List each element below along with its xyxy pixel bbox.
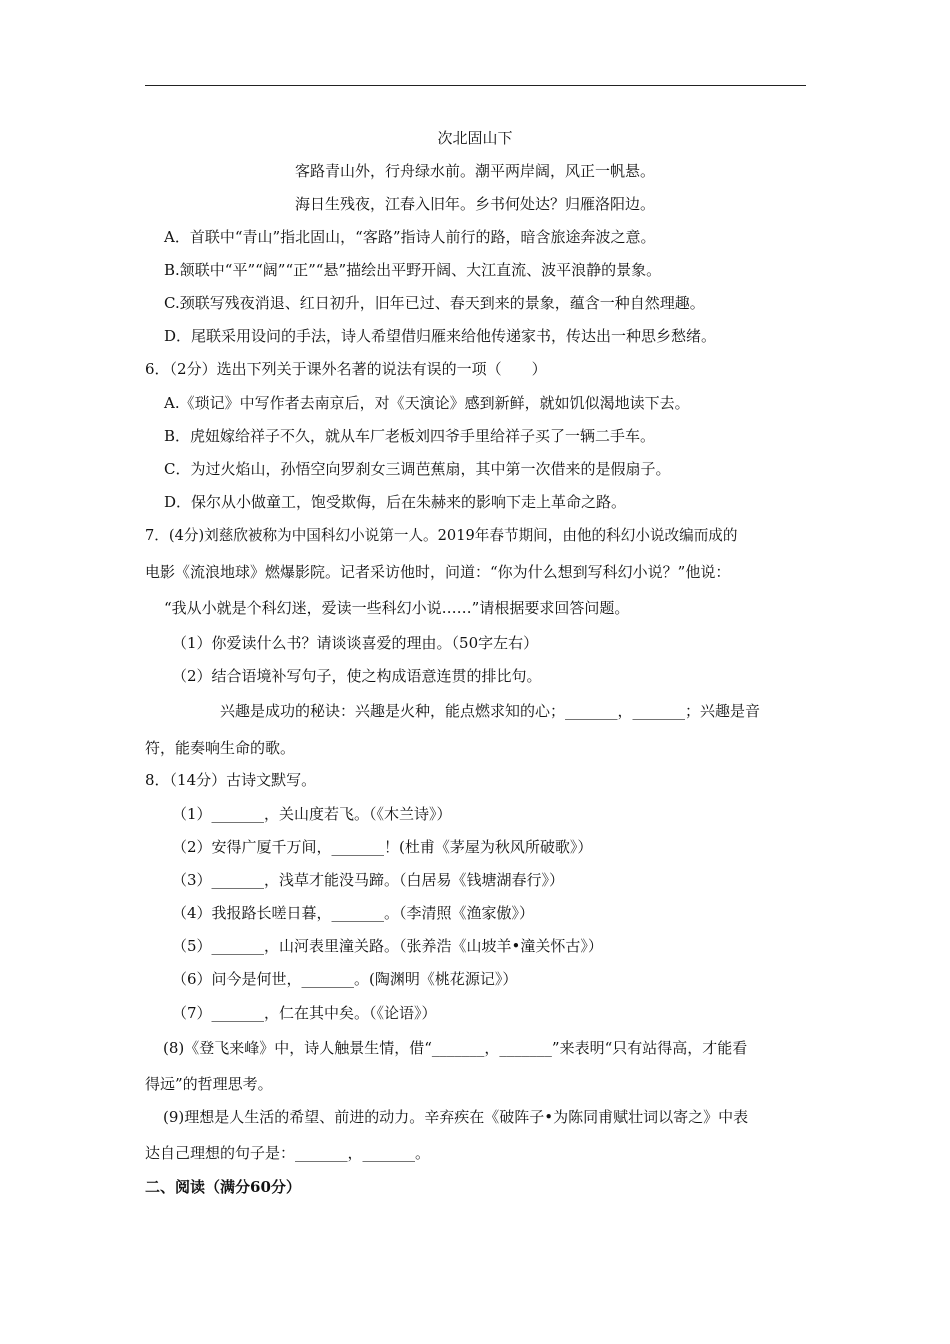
- q7-stem: “我从小就是个科幻迷，爱读一些科幻小说……”请根据要求回答问题。: [164, 599, 630, 617]
- q8-item: （1）_______，关山度若飞。（《木兰诗》）: [172, 805, 452, 823]
- q5-option-a: A．首联中“青山”指北固山，“客路”指诗人前行的路，暗含旅途奔波之意。: [164, 228, 656, 246]
- q8-item: 得远”的哲理思考。: [145, 1075, 273, 1093]
- q6-option-d: D．保尔从小做童工，饱受欺侮，后在朱赫来的影响下走上革命之路。: [164, 493, 627, 511]
- q6-option-c: C．为过火焰山，孙悟空向罗刹女三调芭蕉扇，其中第一次借来的是假扇子。: [164, 460, 671, 478]
- q5-option-c: C.颈联写残夜消退、红日初升，旧年已过、春天到来的景象，蕴含一种自然理趣。: [164, 294, 705, 312]
- q8-stem: 8．（14分）古诗文默写。: [145, 771, 317, 789]
- q6-stem: 6．（2分）选出下列关于课外名著的说法有误的一项（ ）: [145, 360, 547, 378]
- q5-option-d: D．尾联采用设问的手法，诗人希望借归雁来给他传递家书，传达出一种思乡愁绪。: [164, 327, 717, 345]
- q8-item: （5）_______，山河表里潼关路。（张养浩《山坡羊•潼关怀古》）: [172, 937, 603, 955]
- section-heading: 二、阅读（满分60分）: [145, 1178, 301, 1196]
- q8-item: (9)理想是人生活的希望、前进的动力。辛弃疾在《破阵子•为陈同甫赋壮词以寄之》中表: [163, 1108, 749, 1126]
- q7-sentence: 兴趣是成功的秘诀：兴趣是火种，能点燃求知的心；_______，_______；兴趣是音: [220, 702, 761, 720]
- q6-option-b: B．虎妞嫁给祥子不久，就从车厂老板刘四爷手里给祥子买了一辆二手车。: [164, 427, 656, 445]
- q7-stem: 电影《流浪地球》燃爆影院。记者采访他时，问道：“你为什么想到写科幻小说？”他说：: [145, 563, 731, 581]
- q6-option-a: A.《琐记》中写作者去南京后，对《天演论》感到新鲜，就如饥似渴地读下去。: [164, 394, 690, 412]
- q7-sentence: 符，能奏响生命的歌。: [145, 739, 296, 757]
- header-rule: [145, 85, 806, 86]
- q7-sub-2: （2）结合语境补写句子，使之构成语意连贯的排比句。: [172, 667, 542, 685]
- q8-item: (8)《登飞来峰》中，诗人触景生情，借“_______，_______”来表明“只有站得高，才能看: [163, 1039, 748, 1057]
- poem-line: 海日生残夜，江春入旧年。乡书何处达？归雁洛阳边。: [294, 195, 655, 213]
- q8-item: （4）我报路长嗟日暮，_______。（李清照《渔家傲》）: [172, 904, 535, 922]
- q8-item: （7）_______，仁在其中矣。（《论语》）: [172, 1004, 437, 1022]
- q7-sub-1: （1）你爱读什么书？请谈谈喜爱的理由。（50字左右）: [172, 634, 539, 652]
- q8-item: （2）安得广厦千万间，_______！(杜甫《茅屋为秋风所破歌》）: [172, 838, 593, 856]
- q7-stem: 7．(4分)刘慈欣被称为中国科幻小说第一人。2019年春节期间，由他的科幻小说改编而成的: [145, 527, 738, 544]
- poem-line: 客路青山外，行舟绿水前。潮平两岸阔，风正一帆悬。: [294, 162, 655, 180]
- q5-option-b: B.颔联中“平”“阔”“正”“悬”描绘出平野开阔、大江直流、波平浪静的景象。: [164, 261, 662, 279]
- poem-title: 次北固山下: [437, 129, 513, 147]
- q8-item: （3）_______，浅草才能没马蹄。（白居易《钱塘湖春行》）: [172, 871, 565, 889]
- q8-item: 达自己理想的句子是：_______，_______。: [145, 1144, 431, 1162]
- q8-item: （6）问今是何世，_______。(陶渊明《桃花源记》）: [172, 970, 518, 988]
